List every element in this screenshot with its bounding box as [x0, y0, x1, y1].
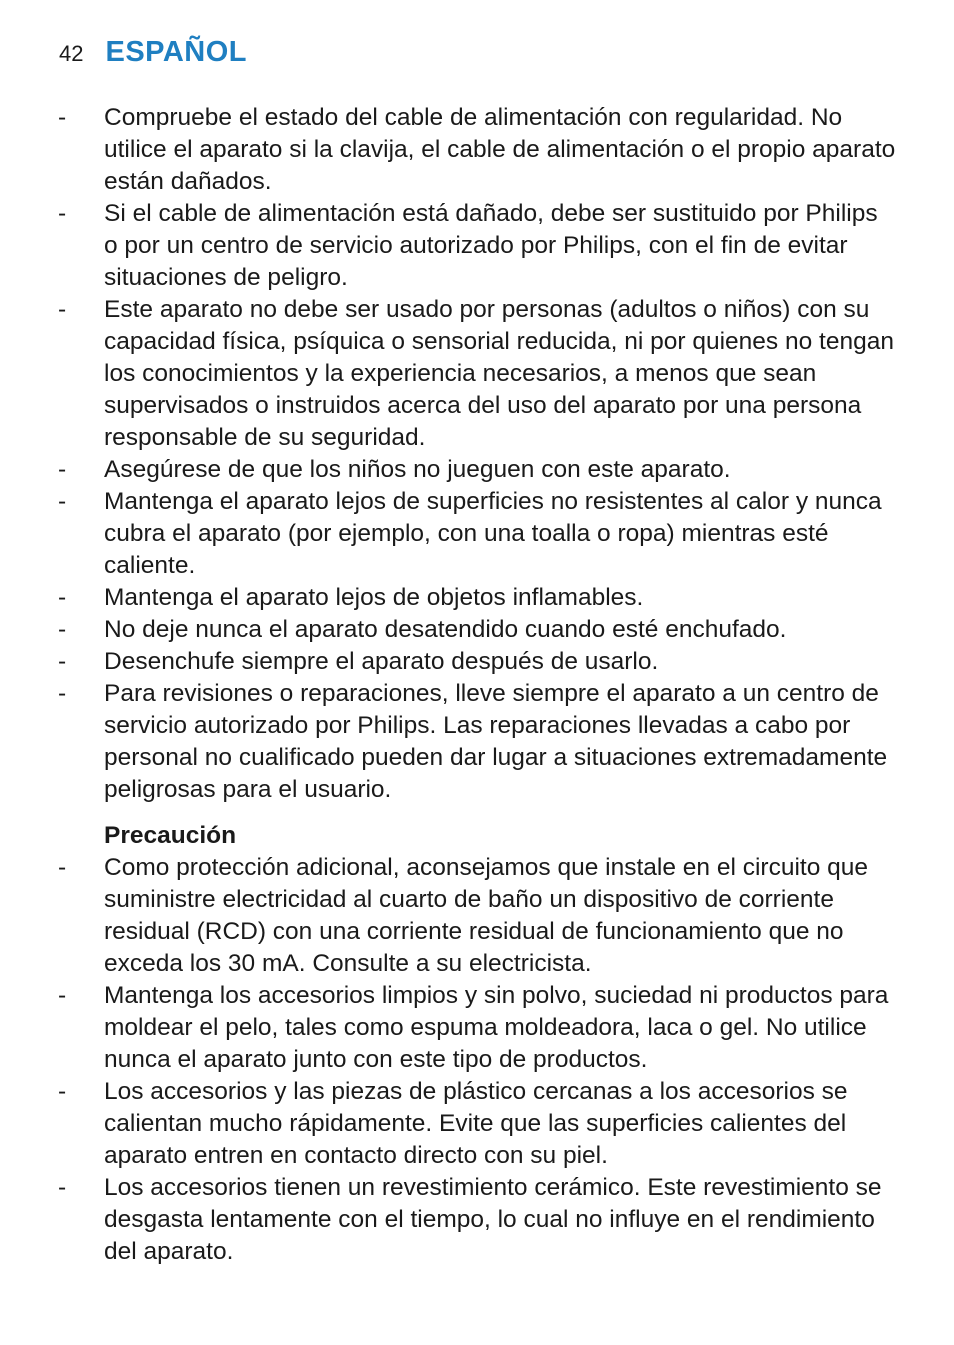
caution-heading: Precaución [104, 822, 237, 849]
page-number: 42 [59, 41, 84, 66]
list-item [58, 614, 898, 646]
bullet-dash: - [58, 854, 67, 881]
list-item [58, 102, 898, 198]
list-item [58, 646, 898, 678]
caution-list [58, 852, 898, 1268]
list-item [58, 486, 898, 582]
bullet-dash: - [58, 456, 67, 483]
list-item [58, 582, 898, 614]
bullet-dash: - [58, 1174, 67, 1201]
bullet-dash: - [58, 296, 67, 323]
list-item-text: Los accesorios y las piezas de plástico cercanas a los accesorios se calientan mucho rápidamente. Evite que las superficies calientes del aparato entren en contacto directo con su piel. [104, 1078, 848, 1169]
list-item-text: Mantenga el aparato lejos de superficies no resistentes al calor y nunca cubra el aparato (por ejemplo, con una toalla o ropa) mientras esté caliente. [104, 488, 882, 579]
list-item [58, 852, 898, 980]
document-body [58, 102, 898, 1268]
list-item-text: Asegúrese de que los niños no jueguen con este aparato. [104, 456, 731, 483]
list-item-text: No deje nunca el aparato desatendido cuando esté enchufado. [104, 616, 787, 643]
list-item-text: Si el cable de alimentación está dañado, debe ser sustituido por Philips o por un centro de servicio autorizado por Philips, con el fin de evitar situaciones de peligro. [104, 200, 878, 291]
list-item-text: Desenchufe siempre el aparato después de usarlo. [104, 648, 659, 675]
list-item-text: Compruebe el estado del cable de alimentación con regularidad. No utilice el aparato si la clavija, el cable de alimentación o el propio aparato están dañados. [104, 104, 896, 195]
list-item-text: Para revisiones o reparaciones, lleve siempre el aparato a un centro de servicio autorizado por Philips. Las reparaciones llevadas a cabo por personal no cualificado pueden dar lugar a situaciones extremadamente peligrosas para el usuario. [104, 680, 888, 803]
list-item-text: Como protección adicional, aconsejamos que instale en el circuito que suministre electricidad al cuarto de baño un dispositivo de corriente residual (RCD) con una corriente residual de funcionamiento que no exceda los 30 mA. Consulte a su electricista. [104, 854, 869, 977]
list-item [58, 198, 898, 294]
list-item-text: Los accesorios tienen un revestimiento cerámico. Este revestimiento se desgasta lentamente con el tiempo, lo cual no influye en el rendimiento del aparato. [104, 1174, 882, 1265]
list-item [58, 294, 898, 454]
bullet-dash: - [58, 200, 67, 227]
bullet-dash: - [58, 1078, 67, 1105]
list-item [58, 1076, 898, 1172]
list-item [58, 454, 898, 486]
list-item-text: Este aparato no debe ser usado por personas (adultos o niños) con su capacidad física, psíquica o sensorial reducida, ni por quienes no tengan los conocimientos y la experiencia necesarios, a menos que sean supervisados o instruidos acerca del uso del aparato por una persona responsable de su seguridad. [104, 296, 894, 451]
page-header [59, 36, 247, 70]
bullet-dash: - [58, 616, 67, 643]
bullet-dash: - [58, 982, 67, 1009]
bullet-dash: - [58, 680, 67, 707]
list-item-text: Mantenga el aparato lejos de objetos inflamables. [104, 584, 644, 611]
language-title: ESPAÑOL [105, 36, 248, 68]
list-item [58, 1172, 898, 1268]
list-item [58, 980, 898, 1076]
bullet-dash: - [58, 584, 67, 611]
bullet-dash: - [58, 648, 67, 675]
bullet-dash: - [58, 488, 67, 515]
list-item [58, 678, 898, 806]
bullet-dash: - [58, 104, 67, 131]
list-item-text: Mantenga los accesorios limpios y sin polvo, suciedad ni productos para moldear el pelo, tales como espuma moldeadora, laca o gel. No utilice nunca el aparato junto con este tipo de productos. [104, 982, 889, 1073]
warning-list [58, 102, 898, 806]
